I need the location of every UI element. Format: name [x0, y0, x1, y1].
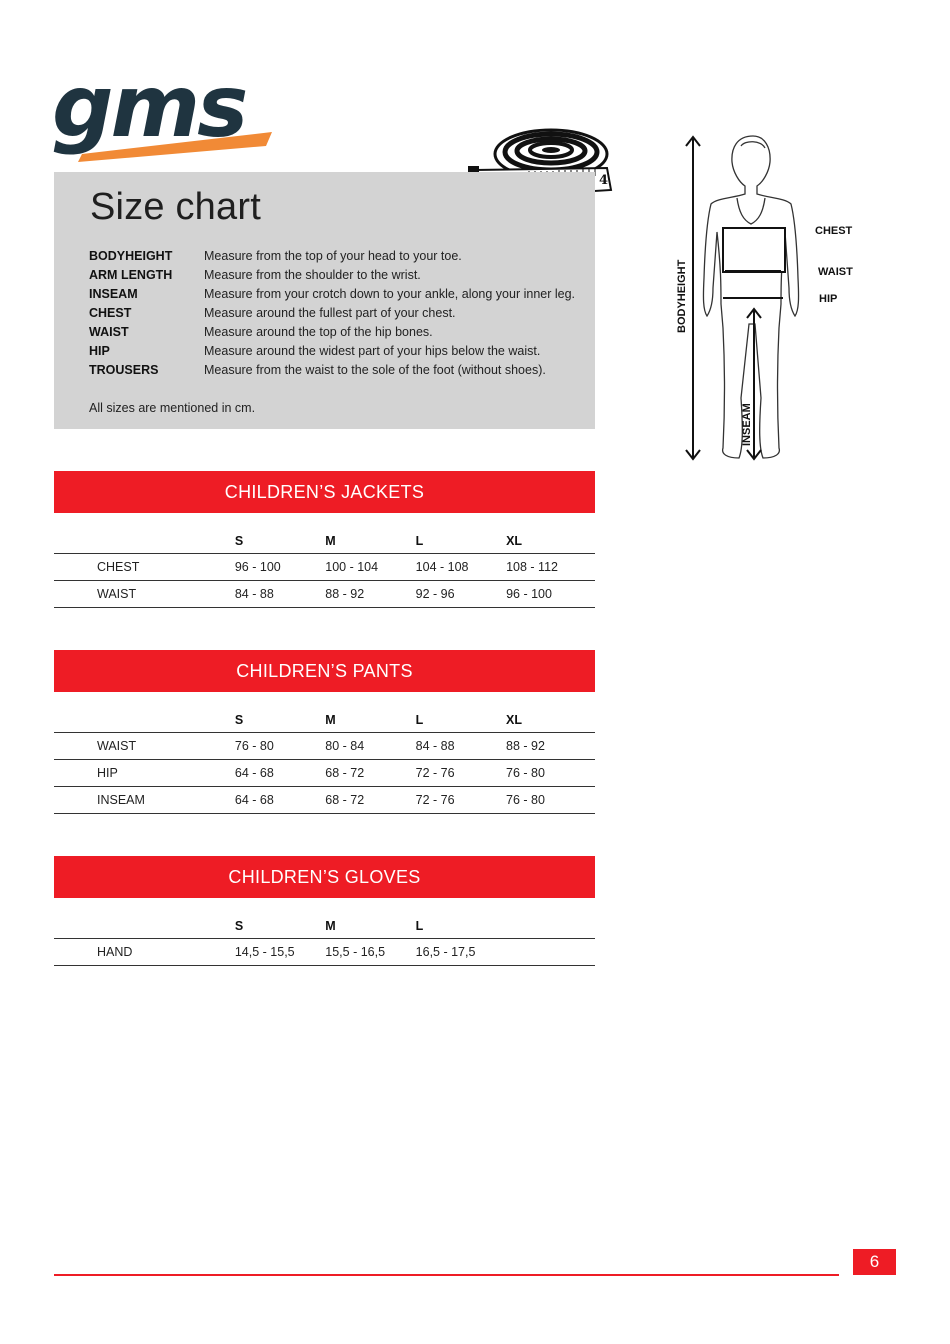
gloves-table — [54, 913, 595, 966]
table-cell: 72 - 76 — [415, 766, 455, 780]
table-row — [54, 733, 595, 760]
units-note: All sizes are mentioned in cm. — [89, 401, 256, 415]
logo-text: gms — [52, 62, 246, 157]
figure-label-inseam: INSEAM — [741, 403, 753, 446]
table-cell: 72 - 76 — [415, 793, 455, 807]
section-banner-pants: CHILDREN’S PANTS — [54, 650, 595, 692]
definition-term: TROUSERS — [89, 363, 159, 377]
table-cell: 64 - 68 — [234, 793, 274, 807]
footer-rule — [54, 1274, 839, 1276]
definition-term: HIP — [89, 344, 110, 358]
table-cell: 76 - 80 — [234, 739, 274, 753]
table-cell: 76 - 80 — [506, 766, 545, 780]
column-header: M — [325, 712, 336, 727]
section-banner-jackets: CHILDREN’S JACKETS — [54, 471, 595, 513]
table-cell: 96 - 100 — [234, 560, 281, 574]
column-header: M — [325, 533, 336, 548]
row-label: CHEST — [97, 560, 140, 574]
figure-label-bodyheight: BODYHEIGHT — [676, 259, 688, 333]
column-header: S — [234, 918, 244, 933]
table-cell: 68 - 72 — [325, 793, 365, 807]
table-row — [54, 787, 595, 814]
column-header: XL — [506, 533, 523, 548]
table-header-row — [54, 913, 595, 939]
definition-desc: Measure from the waist to the sole of the foot (without shoes). — [204, 363, 546, 377]
column-header — [506, 913, 595, 939]
table-header-row — [54, 528, 595, 554]
definition-desc: Measure from the top of your head to your toe. — [204, 249, 462, 263]
table-row — [54, 581, 595, 608]
table-cell: 88 - 92 — [325, 587, 365, 601]
table-cell: 88 - 92 — [506, 739, 545, 753]
column-header: XL — [506, 712, 523, 727]
definition-term: INSEAM — [89, 287, 138, 301]
table-cell: 68 - 72 — [325, 766, 365, 780]
table-cell: 84 - 88 — [234, 587, 274, 601]
column-header: M — [325, 918, 336, 933]
row-label: INSEAM — [97, 793, 145, 807]
column-header: L — [415, 918, 424, 933]
definition-desc: Measure around the fullest part of your chest. — [204, 306, 456, 320]
table-cell: 96 - 100 — [506, 587, 552, 601]
definition-term: CHEST — [89, 306, 132, 320]
definition-desc: Measure around the top of the hip bones. — [204, 325, 433, 339]
column-header — [54, 528, 235, 554]
table-cell: 80 - 84 — [325, 739, 365, 753]
table-cell: 108 - 112 — [506, 560, 558, 574]
page-title: Size chart — [90, 186, 261, 228]
definition-desc: Measure from your crotch down to your ankle, along your inner leg. — [204, 287, 576, 301]
table-cell: 14,5 - 15,5 — [234, 945, 295, 959]
tape-number-4: 4 — [599, 173, 609, 188]
table-cell: 76 - 80 — [506, 793, 545, 807]
definition-term: ARM LENGTH — [89, 268, 173, 282]
definition-term: BODYHEIGHT — [89, 249, 173, 263]
figure-label-hip: HIP — [819, 293, 838, 305]
definition-term: WAIST — [89, 325, 129, 339]
table-cell: 16,5 - 17,5 — [415, 945, 476, 959]
body-measurement-figure — [655, 128, 855, 483]
table-cell: 15,5 - 16,5 — [325, 945, 386, 959]
row-label: WAIST — [97, 739, 137, 753]
table-cell: 104 - 108 — [415, 560, 469, 574]
definition-desc: Measure from the shoulder to the wrist. — [204, 268, 421, 282]
figure-label-waist: WAIST — [818, 266, 853, 278]
table-cell: 92 - 96 — [415, 587, 455, 601]
pants-table — [54, 707, 595, 814]
page-number: 6 — [853, 1249, 896, 1275]
column-header: S — [234, 712, 244, 727]
row-label: HAND — [97, 945, 133, 959]
table-cell: 64 - 68 — [234, 766, 274, 780]
jackets-table — [54, 528, 595, 608]
table-row — [54, 939, 595, 966]
table-cell: 100 - 104 — [325, 560, 379, 574]
table-cell — [506, 939, 595, 966]
table-header-row — [54, 707, 595, 733]
section-banner-gloves: CHILDREN’S GLOVES — [54, 856, 595, 898]
row-label: WAIST — [97, 587, 137, 601]
gms-logo — [52, 62, 282, 166]
table-row — [54, 760, 595, 787]
row-label: HIP — [97, 766, 118, 780]
column-header: S — [234, 533, 244, 548]
column-header — [54, 707, 235, 733]
figure-label-chest: CHEST — [815, 225, 853, 237]
column-header: L — [415, 533, 424, 548]
table-cell: 84 - 88 — [415, 739, 455, 753]
table-row — [54, 554, 595, 581]
definition-desc: Measure around the widest part of your hips below the waist. — [204, 344, 541, 358]
column-header — [54, 913, 235, 939]
column-header: L — [415, 712, 424, 727]
